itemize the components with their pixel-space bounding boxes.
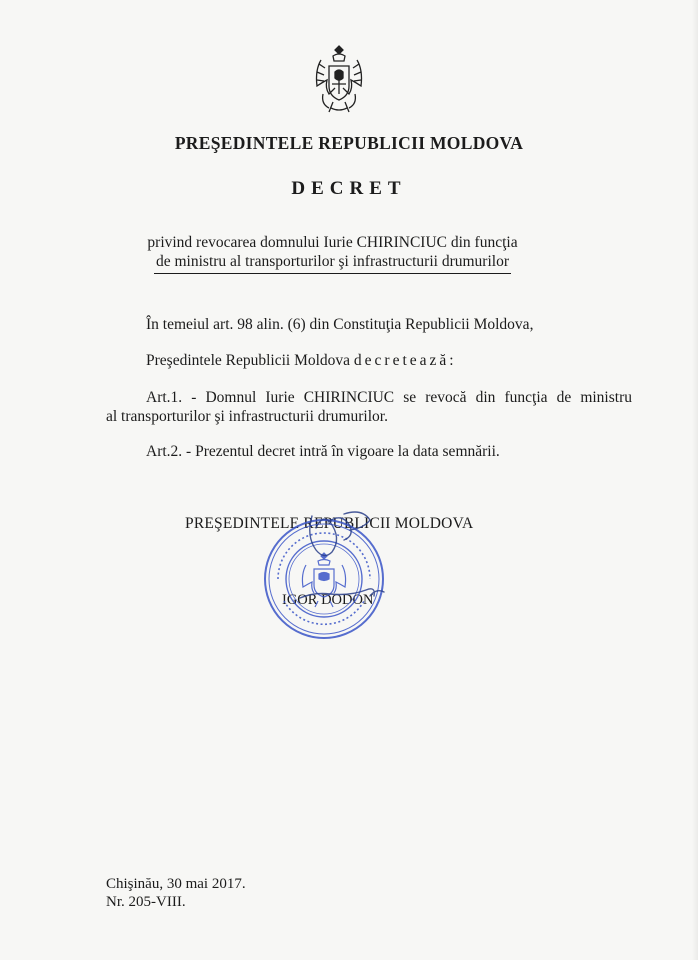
place-and-date: Chişinău, 30 mai 2017. xyxy=(106,876,246,892)
subject-line-2: de ministru al transporturilor şi infrastructurii drumurilor xyxy=(154,252,511,274)
decree-verb: decretează: xyxy=(353,352,457,369)
article-1-line-1: Art.1. - Domnul Iurie CHIRINCIUC se revocă din funcţia de ministru xyxy=(146,389,632,406)
article-2: Art.2. - Prezentul decret intră în vigoare la data semnării. xyxy=(146,443,500,460)
decree-number: Nr. 205-VIII. xyxy=(106,894,186,910)
legal-basis: În temeiul art. 98 alin. (6) din Constituţia Republicii Moldova, xyxy=(146,316,534,333)
decree-subject xyxy=(135,233,530,274)
signatory-name: IGOR DODON xyxy=(282,592,374,608)
signatory-title: PREŞEDINTELE REPUBLICII MOLDOVA xyxy=(185,515,474,532)
coat-of-arms-icon xyxy=(311,42,367,118)
page-edge-shadow xyxy=(692,0,698,960)
article-1-line-2: al transporturilor şi infrastructurii drumurilor. xyxy=(106,408,388,425)
handwritten-signature xyxy=(270,502,420,622)
decree-lead: Preşedintele Republicii Moldova xyxy=(146,352,351,369)
issuer-heading: PREŞEDINTELE REPUBLICII MOLDOVA xyxy=(174,133,524,153)
article-1 xyxy=(106,388,632,426)
document-type-title: DECRET xyxy=(291,178,407,199)
decree-clause xyxy=(146,351,457,370)
subject-line-1: privind revocarea domnului Iurie CHIRINCIUC din funcţia xyxy=(147,234,518,251)
